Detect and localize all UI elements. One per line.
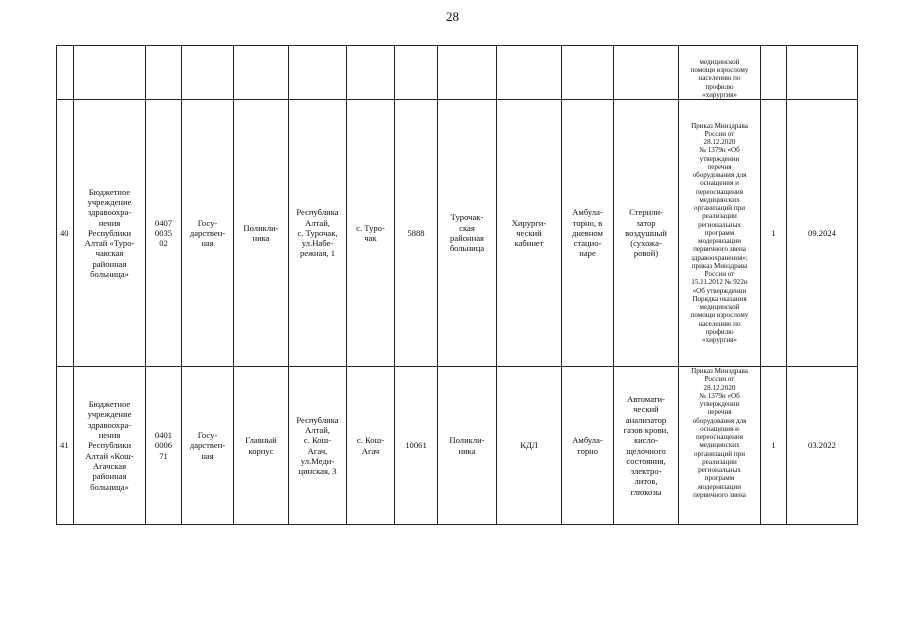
cell-empty <box>234 46 289 100</box>
cell-facility: Поликли- ника <box>438 367 497 525</box>
cell-row-number: 40 <box>57 100 74 367</box>
cell-address: Республика Алтай, с. Кош- Агач, ул.Меди- цинская, 3 <box>289 367 347 525</box>
cell-empty <box>74 46 146 100</box>
cell-document: Приказ Минздрава России от 28.12.2020 № 1379н «Об утверждении перечня оборудования для оснащения и переоснащения медицинских организаций при реализации региональных программ модернизации первичного звена <box>679 367 761 525</box>
cell-ownership: Госу- дарствен- ная <box>182 100 234 367</box>
cell-equipment: Стерили- затор воздушный (сухожа- ровой) <box>614 100 679 367</box>
cell-empty <box>438 46 497 100</box>
cell-empty <box>395 46 438 100</box>
cell-empty <box>289 46 347 100</box>
cell-population: 10061 <box>395 367 438 525</box>
cell-population: 5888 <box>395 100 438 367</box>
cell-code: 0407 0035 02 <box>146 100 182 367</box>
table-row <box>57 100 858 367</box>
cell-empty <box>497 46 562 100</box>
cell-date: 09.2024 <box>787 100 858 367</box>
cell-care-type: Амбула- торно <box>562 367 614 525</box>
table-row-continued <box>57 46 858 100</box>
equipment-table <box>56 45 858 525</box>
cell-facility: Турочак- ская районная больница <box>438 100 497 367</box>
cell-organization: Бюджетное учреждение здравоохра- нения Республики Алтай «Кош- Агачская районная больница» <box>74 367 146 525</box>
cell-unit: Поликли- ника <box>234 100 289 367</box>
cell-quantity: 1 <box>761 367 787 525</box>
cell-empty <box>347 46 395 100</box>
cell-locality: с. Туро- чак <box>347 100 395 367</box>
cell-organization: Бюджетное учреждение здравоохра- нения Республики Алтай «Туро- чакская районная больница» <box>74 100 146 367</box>
cell-empty <box>57 46 74 100</box>
cell-unit: Главный корпус <box>234 367 289 525</box>
cell-department: Хирурги- ческий кабинет <box>497 100 562 367</box>
cell-locality: с. Кош- Агач <box>347 367 395 525</box>
cell-empty <box>614 46 679 100</box>
cell-empty <box>761 46 787 100</box>
cell-row-number: 41 <box>57 367 74 525</box>
cell-equipment: Автомати- ческий анализатор газов крови, кисло- щелочного состояния, электро- литов, глюкозы <box>614 367 679 525</box>
cell-empty <box>146 46 182 100</box>
cell-empty <box>182 46 234 100</box>
cell-address: Республика Алтай, с. Турочак, ул.Набе- режная, 1 <box>289 100 347 367</box>
page-number: 28 <box>446 9 459 24</box>
cell-quantity: 1 <box>761 100 787 367</box>
cell-empty <box>787 46 858 100</box>
cell-date: 03.2022 <box>787 367 858 525</box>
cell-ownership: Госу- дарствен- ная <box>182 367 234 525</box>
table-row <box>57 367 858 525</box>
cell-document: Приказ Минздрава России от 28.12.2020 № 1379н «Об утверждении перечня оборудования для оснащения и переоснащения медицинских организаций при реализации региональных программ модернизации первичного звена здравоохранения»; приказ Минздрава России от 15.11.2012 № 922н «Об утверждении Порядка оказания медицинской помощи взрослому населению по профилю «хирургия» <box>679 100 761 367</box>
cell-department: КДЛ <box>497 367 562 525</box>
cell-document-continued: медицинской помощи взрослому населению по профилю «хирургия» <box>679 46 761 100</box>
cell-empty <box>562 46 614 100</box>
cell-code: 0401 0006 71 <box>146 367 182 525</box>
cell-care-type: Амбула- торно, в дневном стацио- наре <box>562 100 614 367</box>
